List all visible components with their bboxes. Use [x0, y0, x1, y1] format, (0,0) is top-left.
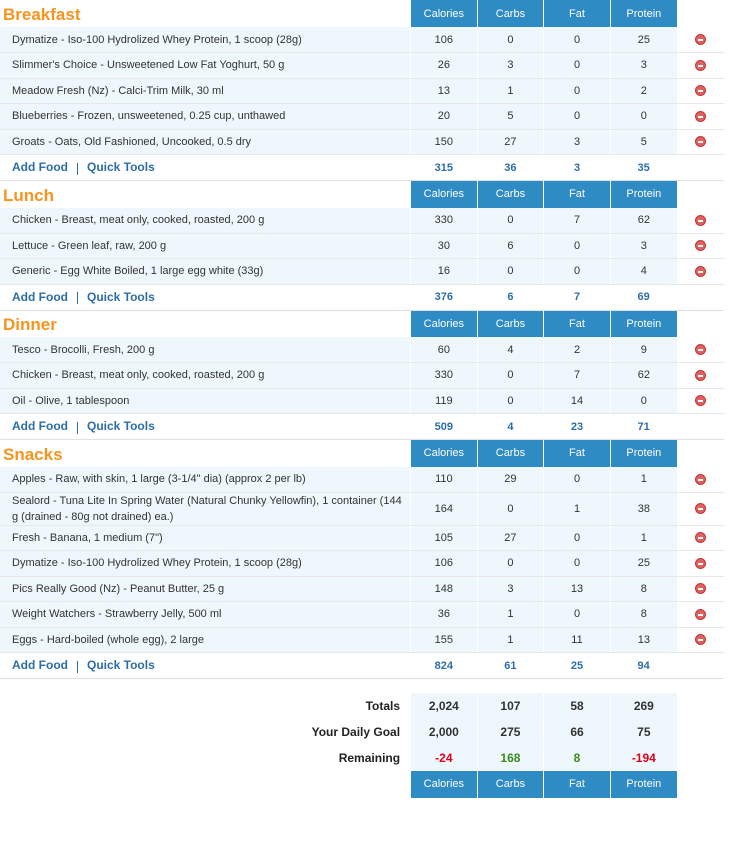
footer-column-header-carbs: Carbs [477, 771, 544, 798]
delete-icon[interactable] [695, 215, 706, 226]
meal-header [0, 0, 724, 27]
food-name[interactable]: Chicken - Breast, meat only, cooked, roasted, 200 g [0, 208, 411, 234]
food-fat: 1 [544, 492, 611, 525]
food-name[interactable]: Dymatize - Iso-100 Hydrolized Whey Protein, 1 scoop (28g) [0, 27, 411, 53]
food-fat: 0 [544, 53, 611, 79]
summary-totals-row [0, 693, 724, 719]
delete-icon[interactable] [695, 532, 706, 543]
food-row [0, 233, 724, 259]
food-protein: 9 [610, 337, 677, 363]
delete-icon[interactable] [695, 634, 706, 645]
food-fat: 0 [544, 467, 611, 493]
meal-total-fat: 7 [544, 284, 611, 310]
summary-remaining-fat: 8 [544, 745, 611, 771]
delete-icon[interactable] [695, 503, 706, 514]
delete-icon[interactable] [695, 344, 706, 355]
food-row [0, 363, 724, 389]
delete-icon[interactable] [695, 266, 706, 277]
food-carbs: 0 [477, 363, 544, 389]
add-food-link[interactable]: Add Food [12, 419, 68, 434]
food-calories: 26 [411, 53, 478, 79]
totals-spacer [677, 284, 724, 310]
meal-header [0, 440, 724, 467]
food-row [0, 467, 724, 493]
food-row [0, 129, 724, 155]
footer-column-header-protein: Protein [610, 771, 677, 798]
summary-remaining-protein: -194 [610, 745, 677, 771]
totals-spacer [677, 653, 724, 679]
delete-icon[interactable] [695, 583, 706, 594]
food-name[interactable]: Chicken - Breast, meat only, cooked, roasted, 200 g [0, 363, 411, 389]
food-protein: 38 [610, 492, 677, 525]
delete-icon[interactable] [695, 60, 706, 71]
food-carbs: 6 [477, 233, 544, 259]
food-row [0, 259, 724, 285]
delete-cell [677, 525, 724, 551]
add-food-link[interactable]: Add Food [12, 658, 68, 673]
food-fat: 13 [544, 576, 611, 602]
food-name[interactable]: Meadow Fresh (Nz) - Calci-Trim Milk, 30 ml [0, 78, 411, 104]
column-header-carbs: Carbs [477, 181, 544, 208]
meal-links [0, 155, 411, 181]
header-spacer [677, 0, 724, 27]
food-carbs: 1 [477, 78, 544, 104]
food-row [0, 337, 724, 363]
food-name[interactable]: Generic - Egg White Boiled, 1 large egg white (33g) [0, 259, 411, 285]
delete-icon[interactable] [695, 111, 706, 122]
meal-total-protein: 71 [610, 414, 677, 440]
quick-tools-link[interactable]: Quick Tools [86, 419, 155, 434]
food-calories: 106 [411, 551, 478, 577]
food-calories: 36 [411, 602, 478, 628]
column-header-fat: Fat [544, 310, 611, 337]
food-carbs: 4 [477, 337, 544, 363]
food-fat: 0 [544, 551, 611, 577]
food-name[interactable]: Weight Watchers - Strawberry Jelly, 500 ml [0, 602, 411, 628]
summary-spacer [677, 745, 724, 771]
food-protein: 1 [610, 525, 677, 551]
meal-title: Breakfast [3, 5, 81, 24]
quick-tools-link[interactable]: Quick Tools [86, 658, 155, 673]
food-carbs: 1 [477, 602, 544, 628]
food-calories: 30 [411, 233, 478, 259]
food-fat: 0 [544, 27, 611, 53]
delete-cell [677, 53, 724, 79]
meal-total-protein: 35 [610, 155, 677, 181]
food-row [0, 388, 724, 414]
food-calories: 148 [411, 576, 478, 602]
food-fat: 7 [544, 363, 611, 389]
header-spacer [677, 181, 724, 208]
food-row [0, 551, 724, 577]
meal-title: Dinner [3, 315, 57, 334]
food-fat: 7 [544, 208, 611, 234]
food-row [0, 27, 724, 53]
food-name[interactable]: Tesco - Brocolli, Fresh, 200 g [0, 337, 411, 363]
column-header-fat: Fat [544, 0, 611, 27]
food-name[interactable]: Fresh - Banana, 1 medium (7") [0, 525, 411, 551]
food-row [0, 576, 724, 602]
food-calories: 330 [411, 208, 478, 234]
delete-cell [677, 388, 724, 414]
delete-icon[interactable] [695, 609, 706, 620]
delete-cell [677, 259, 724, 285]
summary-goal-protein: 75 [610, 719, 677, 745]
delete-cell [677, 129, 724, 155]
food-row [0, 627, 724, 653]
food-fat: 0 [544, 233, 611, 259]
food-protein: 0 [610, 104, 677, 130]
food-name[interactable]: Pics Really Good (Nz) - Peanut Butter, 25 g [0, 576, 411, 602]
link-separator [77, 422, 78, 434]
delete-cell [677, 551, 724, 577]
delete-cell [677, 78, 724, 104]
meal-totals-row [0, 653, 724, 679]
summary-spacer [677, 719, 724, 745]
meal-links [0, 284, 411, 310]
food-name[interactable]: Blueberries - Frozen, unsweetened, 0.25 cup, unthawed [0, 104, 411, 130]
header-spacer [677, 440, 724, 467]
column-header-calories: Calories [411, 181, 478, 208]
summary-label: Totals [365, 698, 401, 713]
link-separator [77, 163, 78, 175]
summary-remaining-carbs: 168 [477, 745, 544, 771]
food-fat: 0 [544, 259, 611, 285]
food-row [0, 602, 724, 628]
quick-tools-link[interactable]: Quick Tools [86, 289, 155, 304]
delete-icon[interactable] [695, 395, 706, 406]
food-row [0, 208, 724, 234]
food-protein: 3 [610, 233, 677, 259]
delete-icon[interactable] [695, 240, 706, 251]
link-separator [77, 661, 78, 673]
food-calories: 150 [411, 129, 478, 155]
meal-total-calories: 824 [411, 653, 478, 679]
delete-icon[interactable] [695, 474, 706, 485]
food-protein: 25 [610, 27, 677, 53]
meal-total-carbs: 36 [477, 155, 544, 181]
meal-total-carbs: 4 [477, 414, 544, 440]
food-protein: 0 [610, 388, 677, 414]
food-protein: 62 [610, 208, 677, 234]
food-protein: 2 [610, 78, 677, 104]
meal-total-calories: 315 [411, 155, 478, 181]
quick-tools-link[interactable]: Quick Tools [86, 160, 155, 175]
food-row [0, 525, 724, 551]
food-carbs: 3 [477, 53, 544, 79]
summary-totals-protein: 269 [610, 693, 677, 719]
delete-cell [677, 104, 724, 130]
food-calories: 106 [411, 27, 478, 53]
food-carbs: 3 [477, 576, 544, 602]
summary-remaining-calories: -24 [411, 745, 478, 771]
delete-cell [677, 627, 724, 653]
food-row [0, 78, 724, 104]
meal-title: Lunch [3, 185, 54, 205]
meal-totals-row [0, 284, 724, 310]
food-calories: 13 [411, 78, 478, 104]
food-carbs: 5 [477, 104, 544, 130]
spacer-cell [0, 679, 724, 693]
meal-total-protein: 69 [610, 284, 677, 310]
footer-column-header-calories: Calories [411, 771, 478, 798]
food-fat: 14 [544, 388, 611, 414]
summary-spacer [677, 693, 724, 719]
food-name[interactable]: Sealord - Tuna Lite In Spring Water (Natural Chunky Yellowfin), 1 container (144 g (drained - 80g not drained) ea.) [0, 492, 411, 525]
food-protein: 8 [610, 602, 677, 628]
food-carbs: 27 [477, 525, 544, 551]
food-protein: 1 [610, 467, 677, 493]
food-calories: 330 [411, 363, 478, 389]
column-header-protein: Protein [610, 0, 677, 27]
summary-goal-calories: 2,000 [411, 719, 478, 745]
food-name[interactable]: Slimmer's Choice - Unsweetened Low Fat Yoghurt, 50 g [0, 53, 411, 79]
food-carbs: 0 [477, 27, 544, 53]
column-header-protein: Protein [610, 440, 677, 467]
food-fat: 0 [544, 78, 611, 104]
column-header-protein: Protein [610, 310, 677, 337]
footer-spacer-right [677, 771, 724, 798]
meal-total-carbs: 6 [477, 284, 544, 310]
delete-cell [677, 467, 724, 493]
food-fat: 2 [544, 337, 611, 363]
food-protein: 5 [610, 129, 677, 155]
food-calories: 16 [411, 259, 478, 285]
food-fat: 3 [544, 129, 611, 155]
column-header-fat: Fat [544, 440, 611, 467]
delete-cell [677, 363, 724, 389]
food-calories: 110 [411, 467, 478, 493]
food-name[interactable]: Groats - Oats, Old Fashioned, Uncooked, 0.5 dry [0, 129, 411, 155]
delete-icon[interactable] [695, 34, 706, 45]
meal-totals-row [0, 155, 724, 181]
food-calories: 119 [411, 388, 478, 414]
delete-icon[interactable] [695, 85, 706, 96]
meal-total-fat: 25 [544, 653, 611, 679]
food-name[interactable]: Lettuce - Green leaf, raw, 200 g [0, 233, 411, 259]
food-carbs: 0 [477, 551, 544, 577]
food-row [0, 492, 724, 525]
column-header-carbs: Carbs [477, 0, 544, 27]
delete-icon[interactable] [695, 370, 706, 381]
column-header-calories: Calories [411, 440, 478, 467]
food-carbs: 1 [477, 627, 544, 653]
food-carbs: 0 [477, 208, 544, 234]
summary-goal-fat: 66 [544, 719, 611, 745]
food-calories: 20 [411, 104, 478, 130]
summary-remaining-row [0, 745, 724, 771]
add-food-link[interactable]: Add Food [12, 160, 68, 175]
food-fat: 0 [544, 104, 611, 130]
totals-spacer [677, 414, 724, 440]
delete-cell [677, 337, 724, 363]
meal-total-carbs: 61 [477, 653, 544, 679]
column-header-carbs: Carbs [477, 440, 544, 467]
delete-cell [677, 492, 724, 525]
summary-goal-carbs: 275 [477, 719, 544, 745]
meal-header [0, 310, 724, 337]
food-calories: 60 [411, 337, 478, 363]
food-name[interactable]: Oil - Olive, 1 tablespoon [0, 388, 411, 414]
food-name[interactable]: Eggs - Hard-boiled (whole egg), 2 large [0, 627, 411, 653]
food-protein: 4 [610, 259, 677, 285]
food-carbs: 27 [477, 129, 544, 155]
add-food-link[interactable]: Add Food [12, 289, 68, 304]
food-protein: 13 [610, 627, 677, 653]
meal-total-calories: 509 [411, 414, 478, 440]
food-row [0, 104, 724, 130]
column-header-calories: Calories [411, 310, 478, 337]
food-fat: 11 [544, 627, 611, 653]
delete-cell [677, 27, 724, 53]
delete-cell [677, 208, 724, 234]
column-header-fat: Fat [544, 181, 611, 208]
food-fat: 0 [544, 602, 611, 628]
link-separator [77, 292, 78, 304]
meal-totals-row [0, 414, 724, 440]
delete-icon[interactable] [695, 136, 706, 147]
food-fat: 0 [544, 525, 611, 551]
food-carbs: 0 [477, 492, 544, 525]
footer-header [0, 771, 724, 798]
meal-total-fat: 23 [544, 414, 611, 440]
food-row [0, 53, 724, 79]
header-spacer [677, 310, 724, 337]
column-header-protein: Protein [610, 181, 677, 208]
meal-links [0, 653, 411, 679]
food-calories: 105 [411, 525, 478, 551]
delete-cell [677, 576, 724, 602]
food-carbs: 0 [477, 259, 544, 285]
summary-label: Remaining [338, 750, 401, 765]
meal-total-calories: 376 [411, 284, 478, 310]
food-protein: 8 [610, 576, 677, 602]
totals-spacer [677, 155, 724, 181]
column-header-calories: Calories [411, 0, 478, 27]
delete-icon[interactable] [695, 558, 706, 569]
meal-total-protein: 94 [610, 653, 677, 679]
food-name[interactable]: Dymatize - Iso-100 Hydrolized Whey Protein, 1 scoop (28g) [0, 551, 411, 577]
summary-totals-carbs: 107 [477, 693, 544, 719]
food-protein: 25 [610, 551, 677, 577]
food-calories: 155 [411, 627, 478, 653]
summary-goal-row [0, 719, 724, 745]
meal-header [0, 181, 724, 208]
food-calories: 164 [411, 492, 478, 525]
food-carbs: 0 [477, 388, 544, 414]
meal-links [0, 414, 411, 440]
food-protein: 62 [610, 363, 677, 389]
meal-total-fat: 3 [544, 155, 611, 181]
section-spacer [0, 679, 724, 693]
summary-totals-calories: 2,024 [411, 693, 478, 719]
footer-column-header-fat: Fat [544, 771, 611, 798]
delete-cell [677, 233, 724, 259]
meal-title: Snacks [3, 444, 63, 464]
delete-cell [677, 602, 724, 628]
food-name[interactable]: Apples - Raw, with skin, 1 large (3-1/4" dia) (approx 2 per lb) [0, 467, 411, 493]
summary-totals-fat: 58 [544, 693, 611, 719]
food-carbs: 29 [477, 467, 544, 493]
summary-label: Your Daily Goal [311, 724, 401, 739]
column-header-carbs: Carbs [477, 310, 544, 337]
food-protein: 3 [610, 53, 677, 79]
footer-spacer [0, 771, 411, 798]
